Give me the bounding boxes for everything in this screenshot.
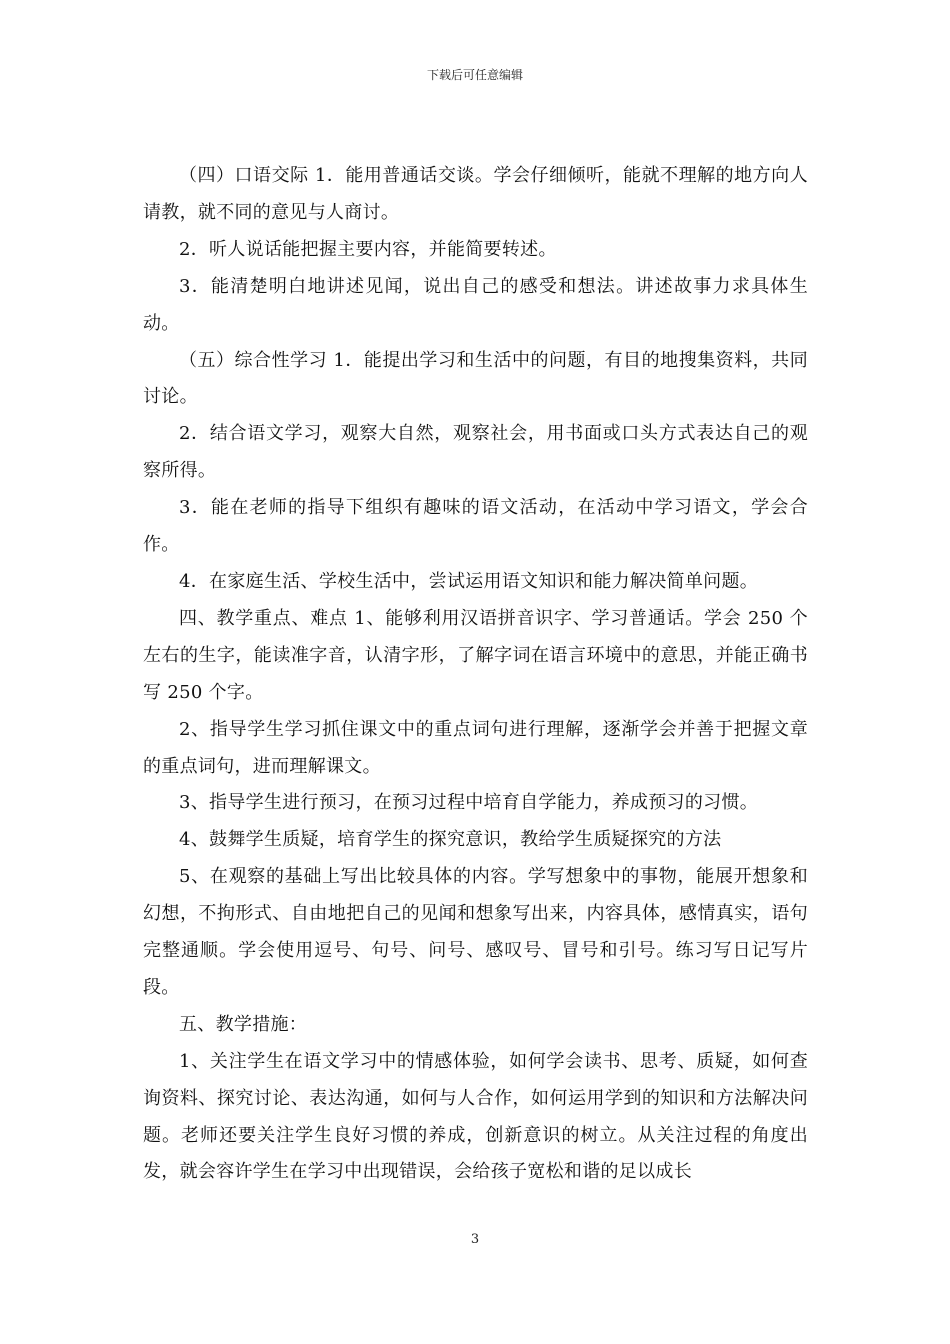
paragraph-listening: 2．听人说话能把握主要内容，并能简要转述。 [179, 238, 557, 260]
paragraph-activities: 3．能在老师的指导下组织有趣味的语文活动，在活动中学习语文，学会合作。 [143, 497, 808, 556]
paragraph-problem-solving: 4．在家庭生活、学校生活中，尝试运用语文知识和能力解决简单问题。 [179, 570, 759, 592]
paragraph-oral-communication: （四）口语交际 1．能用普通话交谈。学会仔细倾听，能就不理解的地方向人请教，就不同的意见与人商讨。 [143, 165, 808, 223]
section-heading-teaching-measures: 五、教学措施： [179, 1013, 308, 1035]
document-body [143, 158, 808, 1191]
paragraph-key-points: 四、教学重点、难点 1、能够利用汉语拼音识字、学习普通话。学会 250 个左右的生字，能读准字音，认清字形，了解字词在语言环境中的意思，并能正确书写 250 个字。 [143, 607, 808, 703]
paragraph-questioning: 4、鼓舞学生质疑，培育学生的探究意识，教给学生质疑探究的方法 [179, 829, 722, 851]
page-number: 3 [470, 1232, 480, 1247]
paragraph-observation: 2．结合语文学习，观察大自然，观察社会，用书面或口头方式表达自己的观察所得。 [143, 423, 808, 482]
paragraph-preview: 3、指导学生进行预习，在预习过程中培育自学能力，养成预习的习惯。 [179, 792, 759, 814]
paragraph-writing: 5、在观察的基础上写出比较具体的内容。学写想象中的事物，能展开想象和幻想，不拘形式、自由地把自己的见闻和想象写出来，内容具体，感情真实，语句完整通顺。学会使用逗号、句号、问号、感叹号、冒号和引号。练习写日记写片段。 [143, 866, 808, 998]
paragraph-comprehensive-learning: （五）综合性学习 1．能提出学习和生活中的问题，有目的地搜集资料，共同讨论。 [143, 349, 808, 408]
paragraph-narration: 3．能清楚明白地讲述见闻，说出自己的感受和想法。讲述故事力求具体生动。 [143, 275, 808, 334]
paragraph-key-sentences: 2、指导学生学习抓住课文中的重点词句进行理解，逐渐学会并善于把握文章的重点词句，进而理解课文。 [143, 718, 808, 777]
paragraph-emotional-experience: 1、关注学生在语文学习中的情感体验，如何学会读书、思考、质疑，如何查询资料、探究讨论、表达沟通，如何与人合作，如何运用学到的知识和方法解决问题。老师还要关注学生良好习惯的养成，创新意识的树立。从关注过程的角度出发，就会容许学生在学习中出现错误，会给孩子宽松和谐的足以成长 [143, 1050, 808, 1183]
page-header: 下载后可任意编辑 [426, 68, 523, 82]
